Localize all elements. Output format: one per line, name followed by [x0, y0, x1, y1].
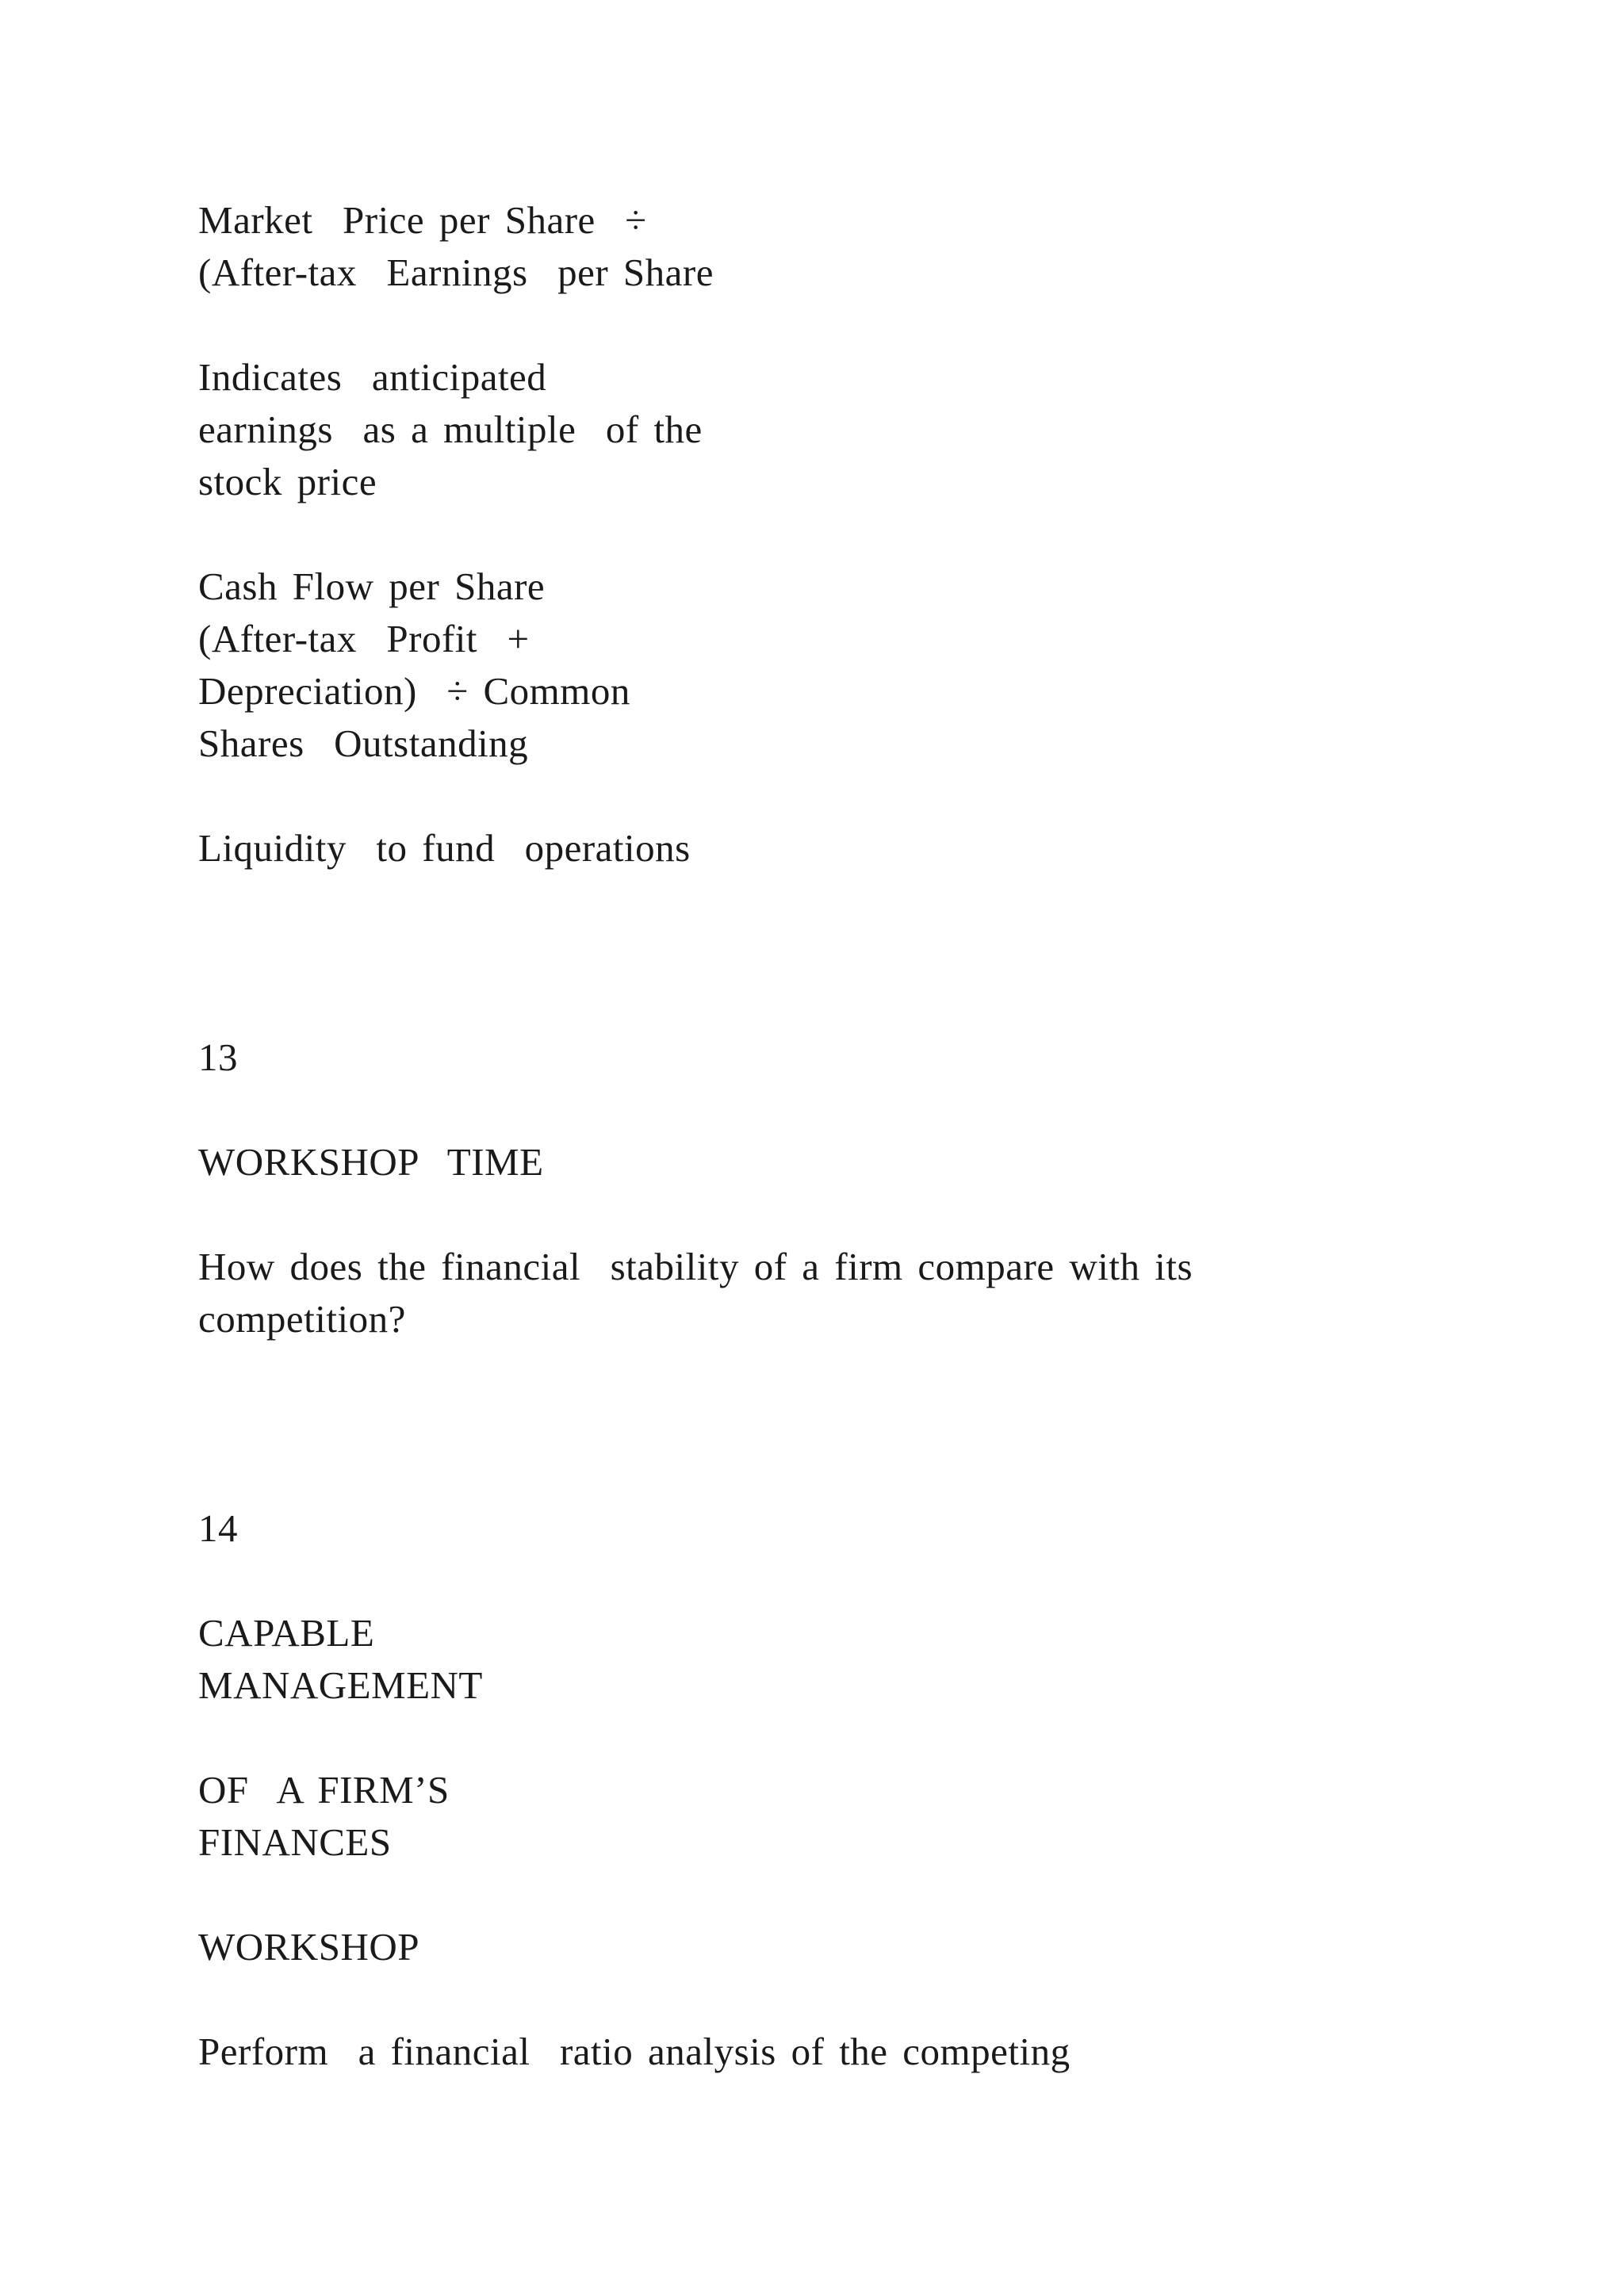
slide-number-13: 13	[198, 1035, 238, 1079]
heading-finances: FINANCES	[198, 1820, 392, 1864]
slide-number-14: 14	[198, 1506, 238, 1550]
text-line-after-tax-profit: (After-tax Profit +	[198, 617, 530, 660]
text-line-after-tax-earnings: (After-tax Earnings per Share	[198, 251, 714, 294]
text-line-cash-flow: Cash Flow per Share	[198, 564, 546, 608]
text-line-indicates: Indicates anticipated	[198, 355, 547, 399]
text-line-liquidity: Liquidity to fund operations	[198, 826, 691, 870]
heading-of-a-firms: OF A FIRM’S	[198, 1768, 450, 1812]
text-line-market-price: Market Price per Share ÷	[198, 198, 647, 242]
text-line-depreciation: Depreciation) ÷ Common	[198, 669, 630, 713]
text-line-earnings-multiple: earnings as a multiple of the	[198, 408, 703, 451]
text-line-stock-price: stock price	[198, 460, 377, 503]
text-line-perform: Perform a financial ratio analysis of the competing	[198, 2030, 1071, 2073]
heading-workshop: WORKSHOP	[198, 1925, 419, 1969]
heading-capable: CAPABLE	[198, 1611, 375, 1655]
heading-workshop-time: WORKSHOP TIME	[198, 1140, 544, 1184]
text-line-question: How does the financial stability of a firm compare with its	[198, 1245, 1193, 1288]
heading-management: MANAGEMENT	[198, 1663, 483, 1707]
text-line-competition: competition?	[198, 1297, 406, 1341]
text-line-shares-outstanding: Shares Outstanding	[198, 721, 529, 765]
